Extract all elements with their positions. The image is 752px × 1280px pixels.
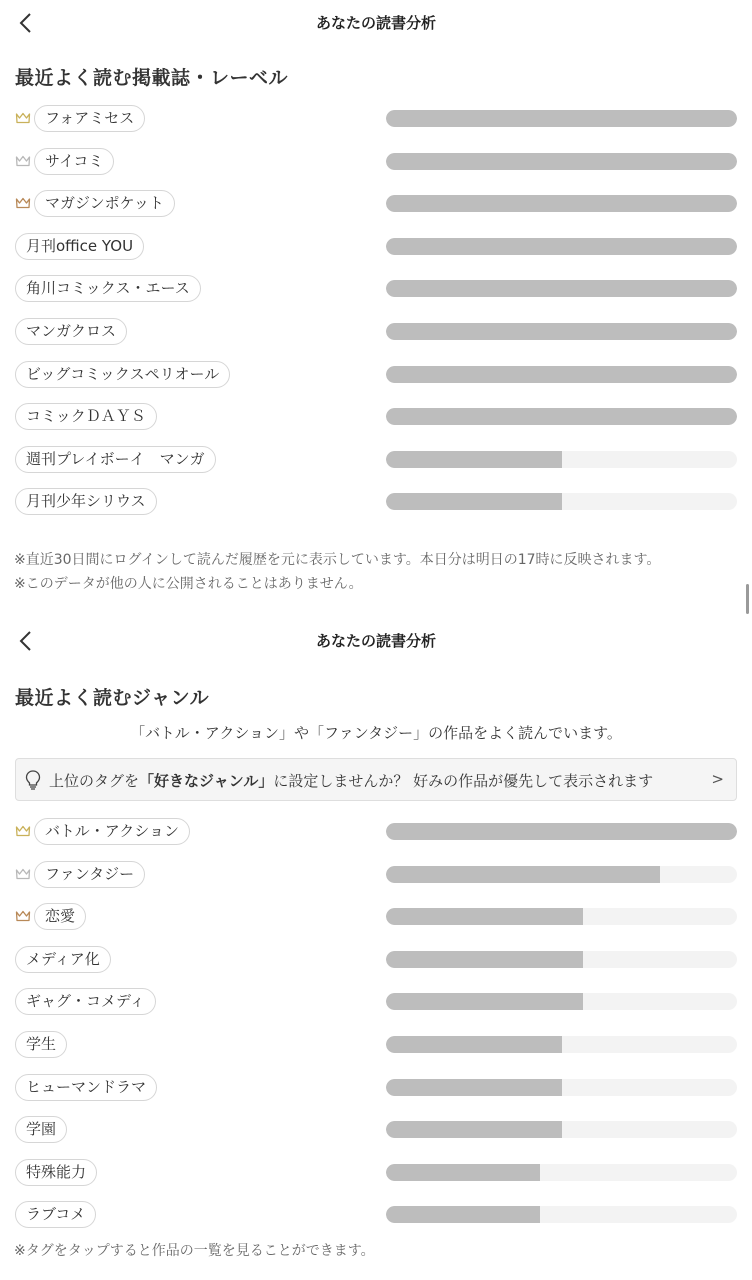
ranking-row bbox=[0, 1028, 752, 1071]
tag-chip[interactable]: 週刊プレイボーイ マンガ bbox=[15, 446, 216, 473]
bar-track bbox=[386, 866, 737, 883]
magazine-analysis-section bbox=[0, 0, 752, 605]
note-line: ※このデータが他の人に公開されることはありません。 bbox=[14, 576, 363, 592]
bar-track bbox=[386, 1164, 737, 1181]
bar-track bbox=[386, 366, 737, 383]
scrollbar[interactable] bbox=[746, 584, 749, 614]
tag-chip[interactable]: ビッグコミックスペリオール bbox=[15, 361, 230, 388]
bar-fill bbox=[386, 1036, 562, 1053]
tag-chip[interactable]: ファンタジー bbox=[34, 861, 145, 888]
bar-fill bbox=[386, 993, 583, 1010]
section-heading: 最近よく読む掲載誌・レーベル bbox=[15, 67, 289, 89]
bar-track bbox=[386, 823, 737, 840]
bar-fill bbox=[386, 951, 583, 968]
tag-chip[interactable]: 角川コミックス・エース bbox=[15, 275, 201, 302]
bar-track bbox=[386, 110, 737, 127]
ranking-row bbox=[0, 230, 752, 273]
ranking-row bbox=[0, 1156, 752, 1199]
bar-track bbox=[386, 1036, 737, 1053]
ranking-row bbox=[0, 815, 752, 858]
tag-chip[interactable]: メディア化 bbox=[15, 946, 111, 973]
tag-chip[interactable]: 特殊能力 bbox=[15, 1159, 97, 1186]
crown-icon bbox=[15, 868, 31, 880]
banner-text-bold: 「好きなジャンル」 bbox=[139, 772, 274, 790]
bar-track bbox=[386, 493, 737, 510]
tag-chip[interactable]: サイコミ bbox=[34, 148, 114, 175]
ranking-row bbox=[0, 187, 752, 230]
bar-fill bbox=[386, 1164, 540, 1181]
crown-icon bbox=[15, 155, 31, 167]
bar-track bbox=[386, 951, 737, 968]
bar-track bbox=[386, 238, 737, 255]
bar-track bbox=[386, 451, 737, 468]
bar-fill bbox=[386, 866, 660, 883]
note-line: ※直近30日間にログインして読んだ履歴を元に表示しています。本日分は明日の17時に反映されます。 bbox=[14, 552, 661, 568]
favorite-genre-banner[interactable] bbox=[15, 758, 737, 801]
bar-track bbox=[386, 280, 737, 297]
tag-chip[interactable]: 月刊office YOU bbox=[15, 233, 144, 260]
bar-fill bbox=[386, 153, 737, 170]
bar-fill bbox=[386, 451, 562, 468]
magazine-ranking-list bbox=[0, 102, 752, 528]
tag-chip[interactable]: ラブコメ bbox=[15, 1201, 96, 1228]
section-heading: 最近よく読むジャンル bbox=[15, 687, 210, 709]
ranking-row bbox=[0, 858, 752, 901]
bar-fill bbox=[386, 238, 737, 255]
genre-ranking-list bbox=[0, 815, 752, 1241]
ranking-row bbox=[0, 985, 752, 1028]
bar-fill bbox=[386, 110, 737, 127]
ranking-row bbox=[0, 315, 752, 358]
genre-summary: 「バトル・アクション」や「ファンタジー」の作品をよく読んでいます。 bbox=[130, 724, 622, 742]
bar-fill bbox=[386, 493, 562, 510]
tag-chip[interactable]: マンガクロス bbox=[15, 318, 127, 345]
genre-analysis-section bbox=[0, 618, 752, 1280]
bar-fill bbox=[386, 1079, 562, 1096]
notes bbox=[14, 548, 660, 596]
page-title: あなたの読書分析 bbox=[315, 632, 436, 650]
bar-track bbox=[386, 908, 737, 925]
banner-text-before: 上位のタグを bbox=[49, 772, 140, 790]
ranking-row bbox=[0, 485, 752, 528]
tag-tap-note: ※タグをタップすると作品の一覧を見ることができます。 bbox=[14, 1243, 375, 1259]
ranking-row bbox=[0, 900, 752, 943]
tag-chip[interactable]: バトル・アクション bbox=[34, 818, 190, 845]
tag-chip[interactable]: 学園 bbox=[15, 1116, 67, 1143]
tag-chip[interactable]: 恋愛 bbox=[34, 903, 86, 930]
ranking-row bbox=[0, 272, 752, 315]
banner-text-after: に設定しませんか？ 好みの作品が優先して表示されます bbox=[273, 772, 654, 790]
bar-track bbox=[386, 1206, 737, 1223]
ranking-row bbox=[0, 443, 752, 486]
bar-track bbox=[386, 323, 737, 340]
top-bar bbox=[0, 0, 752, 46]
tag-chip[interactable]: コミックＤＡＹＳ bbox=[15, 403, 157, 430]
crown-icon bbox=[15, 910, 31, 922]
bar-track bbox=[386, 153, 737, 170]
tag-chip[interactable]: 月刊少年シリウス bbox=[15, 488, 157, 515]
page-title: あなたの読書分析 bbox=[315, 14, 436, 32]
bar-fill bbox=[386, 323, 737, 340]
bar-track bbox=[386, 1121, 737, 1138]
lightbulb-icon bbox=[24, 769, 42, 791]
ranking-row bbox=[0, 400, 752, 443]
ranking-row bbox=[0, 943, 752, 986]
tag-chip[interactable]: フォアミセス bbox=[34, 105, 145, 132]
crown-icon bbox=[15, 112, 31, 124]
ranking-row bbox=[0, 1113, 752, 1156]
chevron-right-icon: > bbox=[711, 770, 724, 788]
ranking-row bbox=[0, 1071, 752, 1114]
bar-fill bbox=[386, 1121, 562, 1138]
crown-icon bbox=[15, 825, 31, 837]
ranking-row bbox=[0, 102, 752, 145]
ranking-row bbox=[0, 358, 752, 401]
bar-fill bbox=[386, 195, 737, 212]
bar-fill bbox=[386, 908, 583, 925]
bar-track bbox=[386, 1079, 737, 1096]
bar-track bbox=[386, 408, 737, 425]
bar-fill bbox=[386, 823, 737, 840]
bar-fill bbox=[386, 280, 737, 297]
crown-icon bbox=[15, 197, 31, 209]
bar-fill bbox=[386, 1206, 540, 1223]
tag-chip[interactable]: マガジンポケット bbox=[34, 190, 175, 217]
bar-track bbox=[386, 195, 737, 212]
tag-chip[interactable]: ヒューマンドラマ bbox=[15, 1074, 157, 1101]
bar-fill bbox=[386, 366, 737, 383]
top-bar bbox=[0, 618, 752, 664]
bar-fill bbox=[386, 408, 737, 425]
ranking-row bbox=[0, 1198, 752, 1241]
banner-text bbox=[49, 770, 653, 791]
tag-chip[interactable]: ギャグ・コメディ bbox=[15, 988, 156, 1015]
bar-track bbox=[386, 993, 737, 1010]
tag-chip[interactable]: 学生 bbox=[15, 1031, 67, 1058]
ranking-row bbox=[0, 145, 752, 188]
